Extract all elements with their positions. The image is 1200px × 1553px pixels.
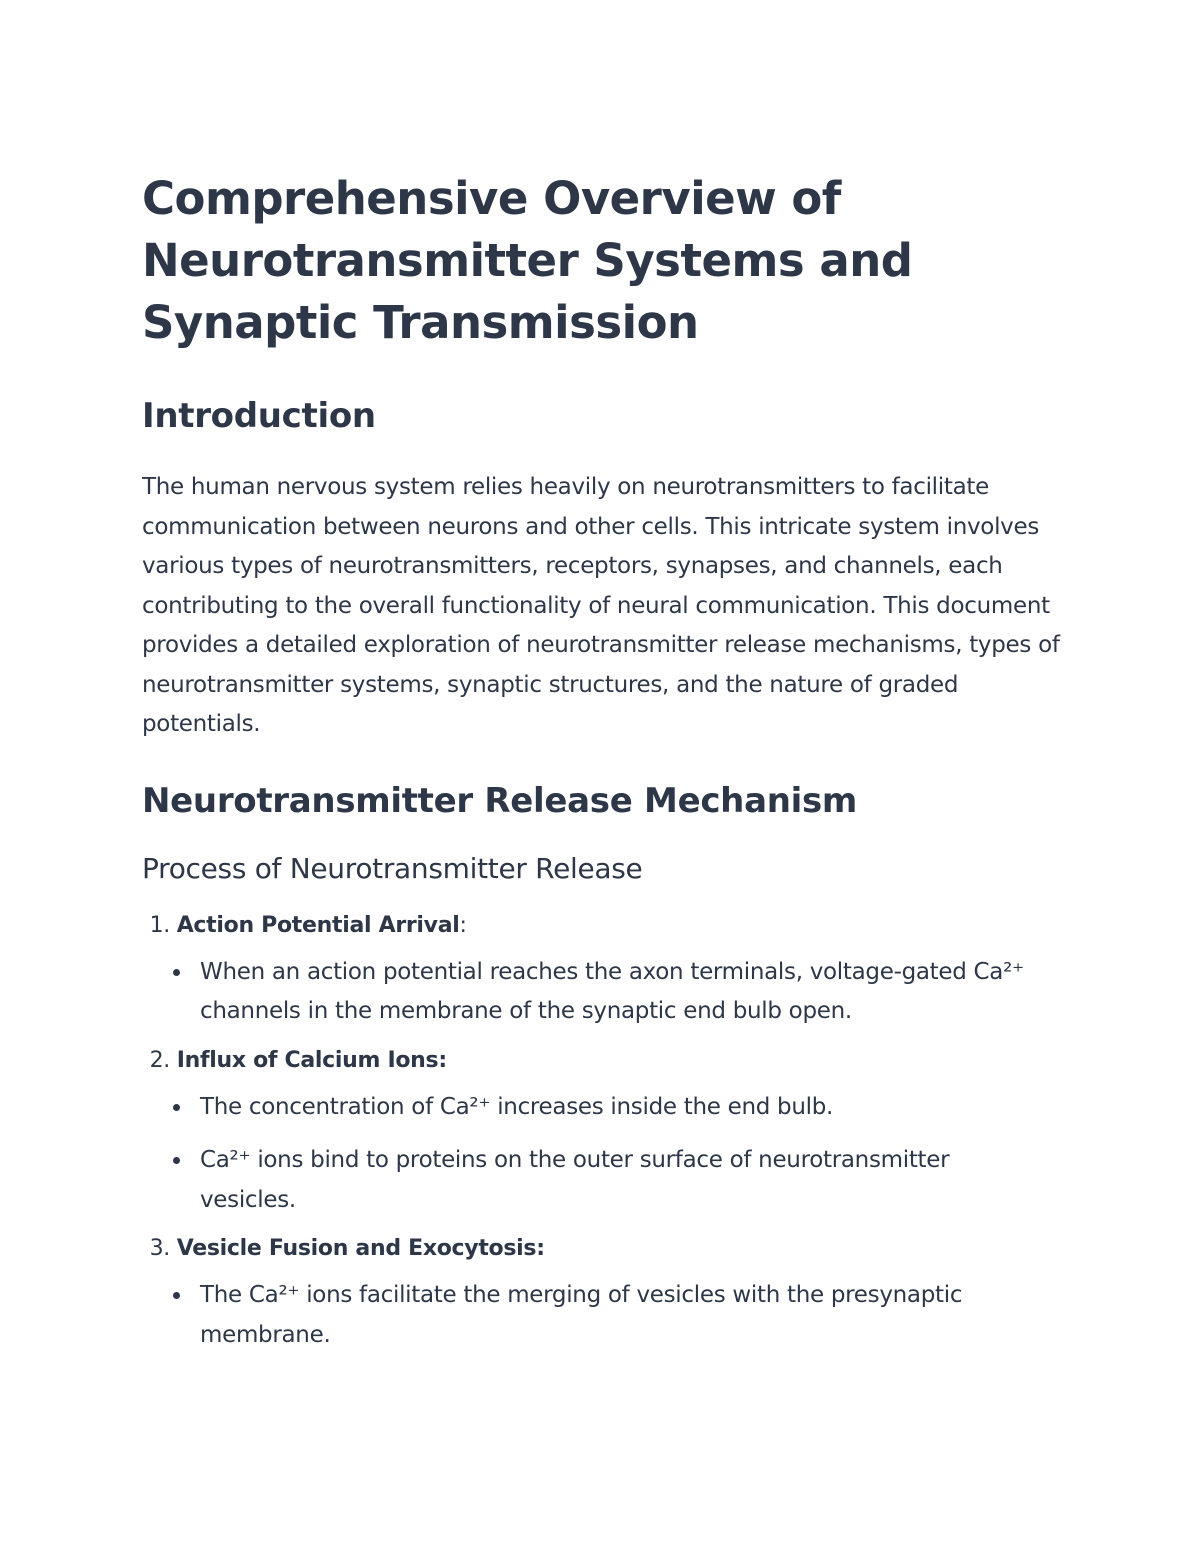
step-number: 1. [149,912,170,938]
list-item [142,911,1062,1032]
step-title: Vesicle Fusion and Exocytosis: [176,1236,545,1261]
step-title-suffix: : [459,912,467,938]
list-item [142,1088,1030,1128]
list-item [142,1141,1030,1220]
step-number: 2. [149,1047,170,1073]
list-item [142,953,1030,1032]
introduction-paragraph: The human nervous system relies heavily on neurotransmitters to facilitate communication between neurons and other cells. This intricate system involves various types of neurotransmitters, receptors, synapses, and channels, each contributing to the overall functionality of neural communication. This document provides a detailed exploration of neurotransmitter release mechanisms, types of neurotransmitter systems, synaptic structures, and the nature of graded potentials. [142,474,1060,737]
bullet-icon [173,1157,180,1164]
step-heading [142,911,1062,941]
step-title: Influx of Calcium Ions: [176,1047,447,1073]
introduction-heading: Introduction [142,396,376,436]
bullet-icon [173,1292,180,1299]
document-title: Comprehensive Overview of Neurotransmitter Systems and Synaptic Transmission [142,172,913,349]
step-bullets [142,953,1062,1032]
release-steps-list [142,911,1062,1356]
bullet-icon [173,1104,180,1111]
bullet-text: When an action potential reaches the axon terminals, voltage-gated Ca²⁺ channels in the membrane of the synaptic end bulb open. [200,958,1024,1024]
step-bullets [142,1276,1062,1355]
bullet-text: Ca²⁺ ions bind to proteins on the outer surface of neurotransmitter vesicles. [200,1147,950,1213]
step-heading [142,1234,1062,1264]
release-mechanism-heading: Neurotransmitter Release Mechanism [142,780,858,821]
step-heading [142,1046,1062,1076]
step-number: 3. [149,1236,170,1261]
list-item [142,1234,1062,1355]
document-page [142,168,1062,1369]
bullet-text: The Ca²⁺ ions facilitate the merging of vesicles with the presynaptic membrane. [200,1282,963,1348]
step-title: Action Potential Arrival [176,912,460,938]
release-process-subheading: Process of Neurotransmitter Release [142,851,643,885]
bullet-icon [173,969,180,976]
list-item [142,1046,1062,1221]
step-bullets [142,1088,1062,1221]
list-item [142,1276,1030,1355]
bullet-text: The concentration of Ca²⁺ increases inside the end bulb. [200,1093,834,1120]
